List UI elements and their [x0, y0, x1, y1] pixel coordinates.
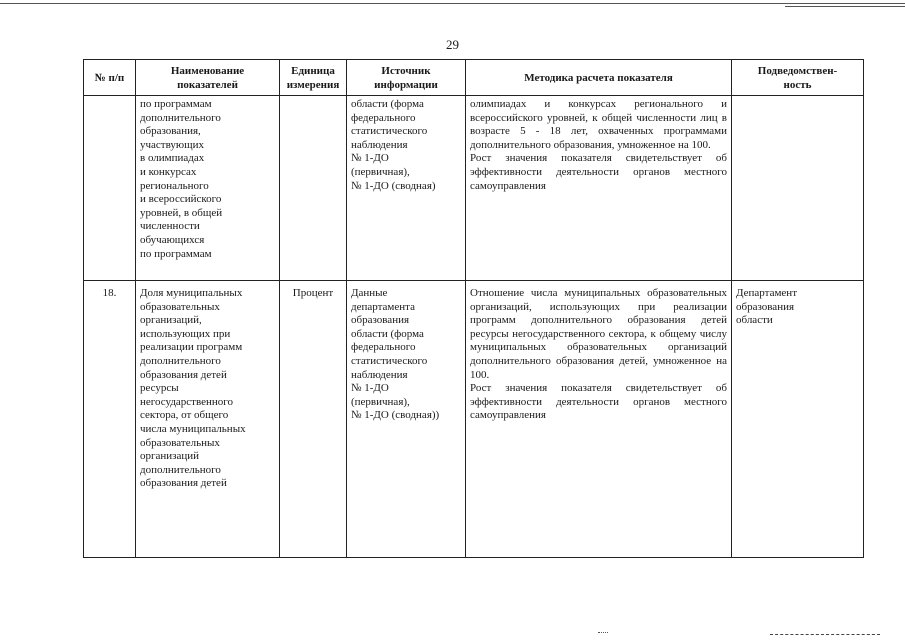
cell-method: Отношение числа муниципальных образовательных организаций, использующих при реализации программ дополнительного образования детей ресурсы негосударственного сектора, к общему числу муниципальных образовательных организаций дополнительного образования детей, умноженное на 100. Рост значения показателя свидетельствует об эффективности деятельности органов местного самоуправления	[466, 281, 732, 558]
table-row	[84, 96, 864, 281]
scan-artifact	[598, 632, 608, 633]
cell-source: области (форма федерального статистического наблюдения № 1-ДО (первичная), № 1-ДО (сводная)	[347, 96, 466, 281]
table-row	[84, 281, 864, 558]
cell-unit	[280, 96, 347, 281]
header-method: Методика расчета показателя	[466, 60, 732, 96]
cell-method: олимпиадах и конкурсах регионального и всероссийского уровней, к общей численности лиц в возрасте 5 - 18 лет, охваченных программами дополнительного образования, умноженное на 100. Рост значения показателя свидетельствует об эффективности деятельности органов местного самоуправления	[466, 96, 732, 281]
scan-artifact	[770, 634, 880, 635]
cell-department	[732, 96, 864, 281]
cell-department: Департамент образования области	[732, 281, 864, 558]
header-number: № п/п	[84, 60, 136, 96]
indicators-table	[83, 59, 864, 558]
cell-number: 18.	[84, 281, 136, 558]
header-unit: Единица измерения	[280, 60, 347, 96]
cell-indicator-name: по программам дополнительного образования, участвующих в олимпиадах и конкурсах регионального и всероссийского уровней, в общей численности обучающихся по программам	[136, 96, 280, 281]
cell-unit: Процент	[280, 281, 347, 558]
scan-edge-line	[785, 6, 905, 7]
cell-indicator-name: Доля муниципальных образовательных организаций, использующих при реализации программ дополнительного образования детей ресурсы негосударственного сектора, от общего числа муниципальных образовательных организаций дополнительного образования детей	[136, 281, 280, 558]
header-department: Подведомствен- ность	[732, 60, 864, 96]
scan-edge-line	[0, 3, 905, 4]
cell-source: Данные департамента образования области (форма федерального статистического наблюдения № 1-ДО (первичная), № 1-ДО (сводная))	[347, 281, 466, 558]
table-header-row	[84, 60, 864, 96]
header-source: Источник информации	[347, 60, 466, 96]
header-indicator-name: Наименование показателей	[136, 60, 280, 96]
page-number: 29	[446, 37, 459, 52]
cell-number	[84, 96, 136, 281]
